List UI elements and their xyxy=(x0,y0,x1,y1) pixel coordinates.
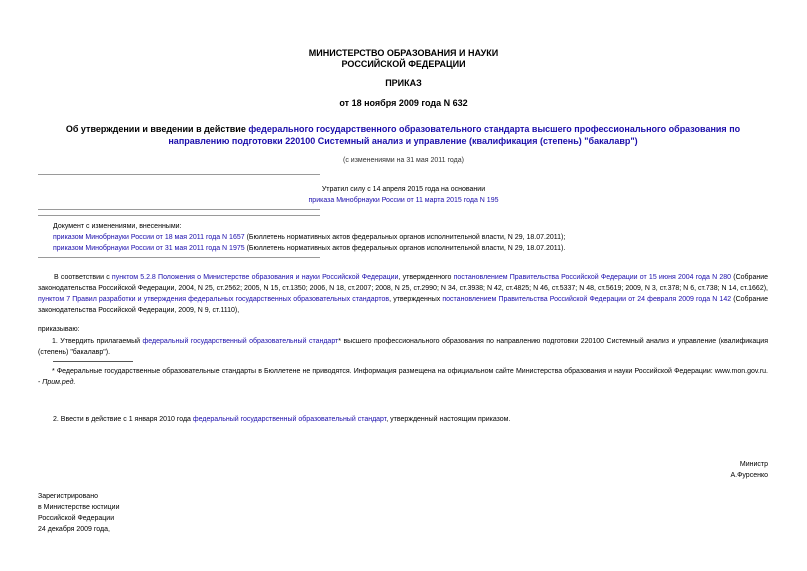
doc-date: от 18 ноября 2009 года N 632 xyxy=(339,98,468,108)
doc-title xyxy=(38,123,768,147)
change-link-2[interactable]: приказом Минобрнауки России от 31 мая 2011 года N 1975 xyxy=(53,245,245,252)
decree-280-link[interactable]: постановлением Правительства Российской Федерации от 15 июня 2004 года N 280 xyxy=(453,274,732,281)
lost-force-text: Утратил силу с 14 апреля 2015 года на основании xyxy=(321,186,486,193)
changes-block xyxy=(53,221,773,254)
change-link-1[interactable]: приказом Минобрнауки России от 18 мая 2011 года N 1657 xyxy=(53,234,245,241)
item1-standard-link[interactable]: федеральный государственный образовательный стандарт xyxy=(142,338,339,345)
orders-text: приказываю: xyxy=(38,326,80,333)
divider-2 xyxy=(38,209,320,210)
signature-name: А.Фурсенко xyxy=(730,472,768,479)
item2-standard-link[interactable]: федеральный государственный образовательный стандарт xyxy=(192,416,387,423)
divider-3 xyxy=(38,215,320,216)
lost-force-block xyxy=(0,184,807,206)
title-standard-link[interactable]: федерального государственного образовательного стандарта высшего профессионального образования по направлению подготовки 220100 Системный анализ и управление (квалификация (степень) "бакалавр") xyxy=(168,124,741,146)
change-item-2: приказом Минобрнауки России от 31 мая 2011 года N 1975 (Бюллетень нормативных актов федеральных органов исполнительной власти, N 29, 18.07.2011). xyxy=(53,245,566,252)
decree-142-link[interactable]: постановлением Правительства Российской Федерации от 24 февраля 2009 года N 142 xyxy=(442,296,732,303)
footnote: * Федеральные государственные образовательные стандарты в Бюллетене не приводятся. Информация размещена на официальном сайте Министерства образования и науки Российской Федерации: www.mon.gov.ru. - Прим.ред. xyxy=(38,368,768,386)
ministry-line-1: МИНИСТЕРСТВО ОБРАЗОВАНИЯ И НАУКИ xyxy=(308,48,499,58)
change-item-1: приказом Минобрнауки России от 18 мая 2011 года N 1657 (Бюллетень нормативных актов федеральных органов исполнительной власти, N 29, 18.07.2011); xyxy=(53,234,566,241)
item-2: 2. Ввести в действие с 1 января 2010 года федеральный государственный образовательный стандарт, утвержденный настоящим приказом. xyxy=(53,416,511,423)
signature-block xyxy=(560,459,768,481)
divider-4 xyxy=(38,257,320,258)
title-prefix: Об утверждении и введении в действие xyxy=(65,124,249,134)
amendments-note: (с изменениями на 31 мая 2011 года) xyxy=(343,157,464,164)
divider-1 xyxy=(38,174,320,175)
ministry-line-2: РОССИЙСКОЙ ФЕДЕРАЦИИ xyxy=(341,59,466,69)
lost-force-link[interactable]: приказа Минобрнауки России от 11 марта 2015 года N 195 xyxy=(308,197,499,204)
doc-type: ПРИКАЗ xyxy=(385,78,422,88)
signature-role: Министр xyxy=(739,461,768,468)
main-paragraph: В соответствии с пунктом 5.2.8 Положения о Министерстве образования и науки Российской Федерации, утвержденного постановлением Правительства Российской Федерации от 15 июня 2004 года N 280 (Собрание законодательства Российской Федерации, 2004, N 25, ст.2562; 2005, N 15, ст.1350; 2006, N 18, ст.2007; 2008, N 25, ст.2990; N 34, ст.3938; N 42, ст.4825; N 46, ст.5337; N 48, ст.5619; 2009, N 3, ст.378; N 6, ст.738; N 14, ст.1662), пунктом 7 Правил разработки и утверждения федеральных государственных образовательных стандартов, утвержденных постановлением Правительства Российской Федерации от 24 февраля 2009 года N 142 (Собрание законодательства Российской Федерации, 2009, N 9, ст.1110), xyxy=(38,274,769,314)
changes-intro: Документ с изменениями, внесенными: xyxy=(53,223,182,230)
registration-block: Зарегистрировано в Министерстве юстиции Российской Федерации 24 декабря 2009 года, xyxy=(38,493,120,533)
rules-link[interactable]: пунктом 7 Правил разработки и утверждения федеральных государственных образовательных стандартов xyxy=(38,296,390,303)
item-1: 1. Утвердить прилагаемый федеральный государственный образовательный стандарт* высшего профессионального образования по направлению подготовки 220100 Системный анализ и управление (квалификация (степень) "бакалавр"). xyxy=(38,338,768,356)
ministry-header xyxy=(0,48,807,70)
footnote-divider xyxy=(53,361,133,362)
regulation-link[interactable]: пунктом 5.2.8 Положения о Министерстве образования и науки Российской Федерации xyxy=(111,274,399,281)
